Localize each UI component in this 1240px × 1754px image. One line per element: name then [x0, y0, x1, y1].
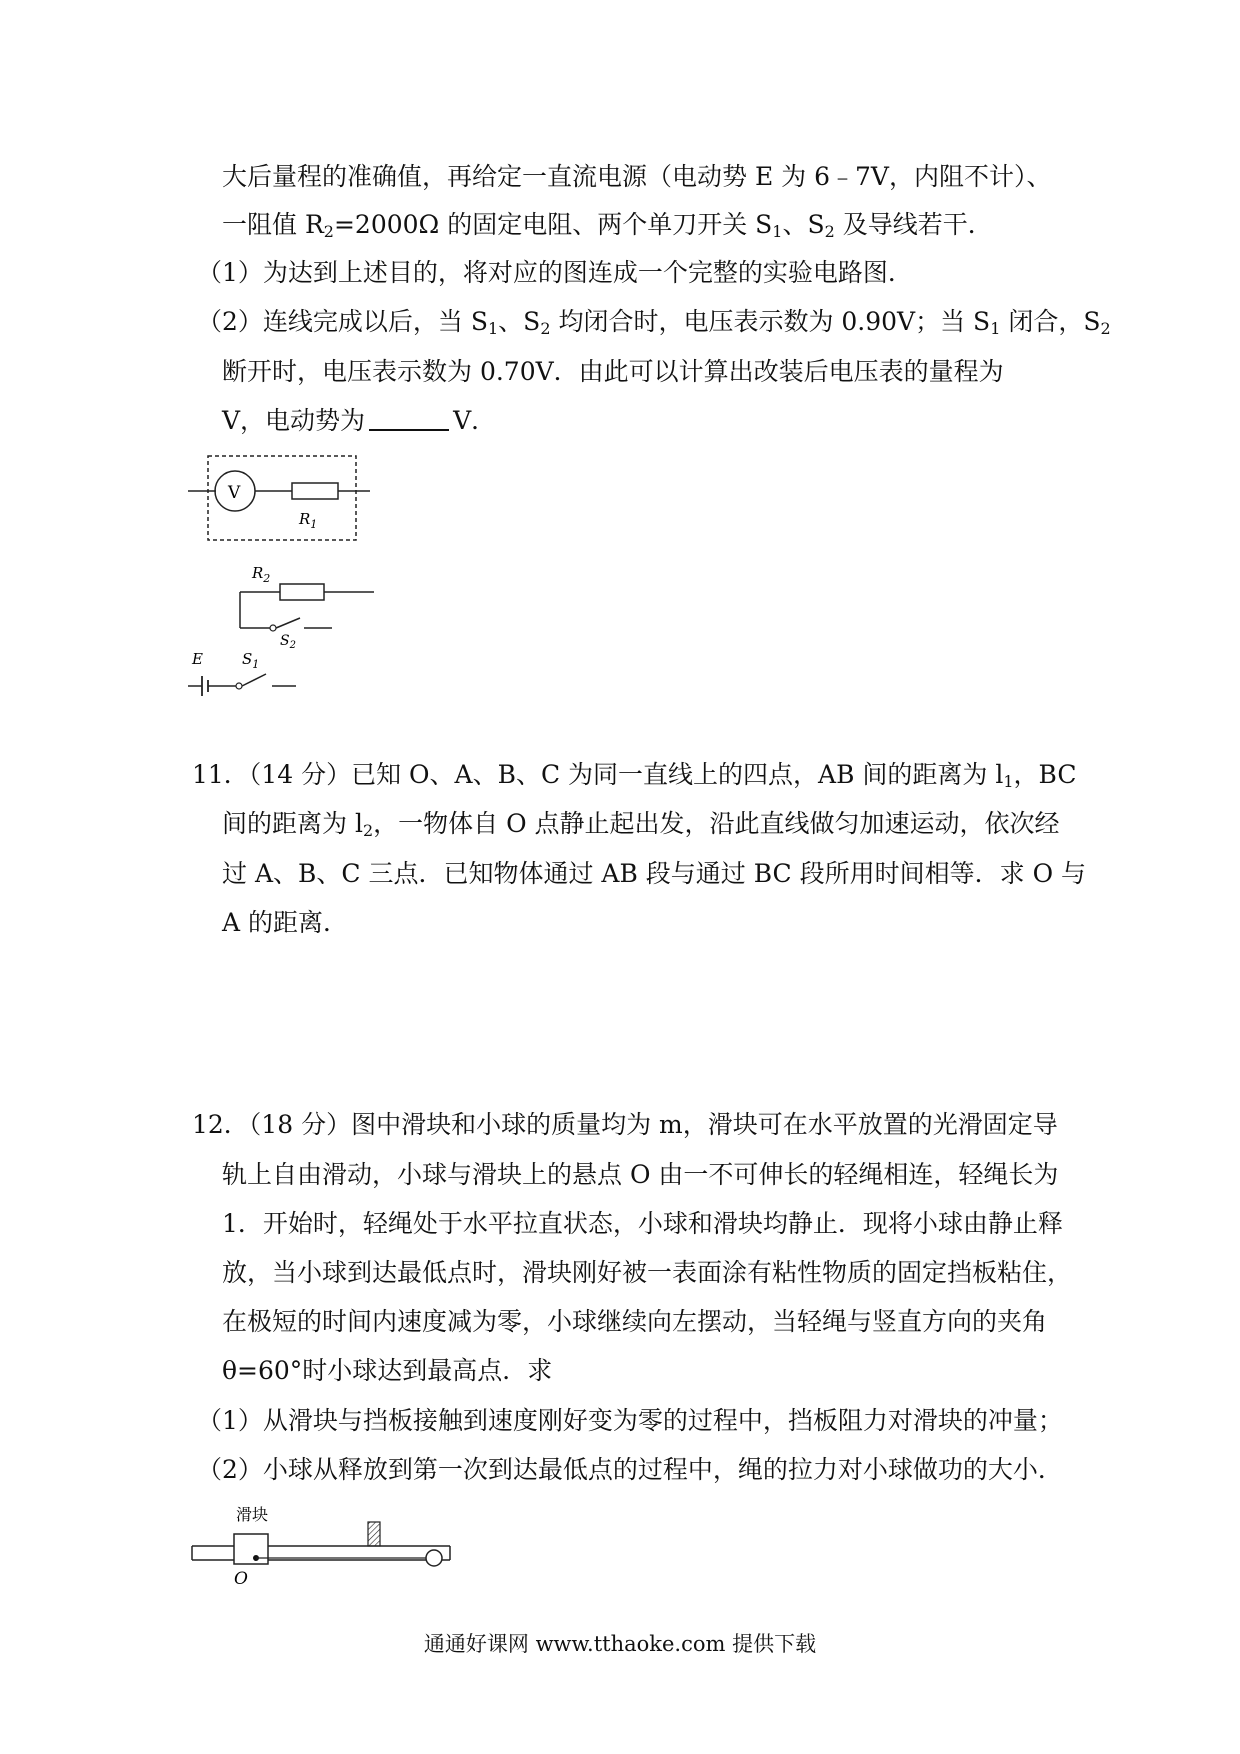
- switch-s1: [242, 674, 266, 686]
- voltmeter-label: V: [228, 483, 241, 503]
- q10-part-2-line-2: 断开时，电压表示数为 0.70V．由此可以计算出改装后电压表的量程为: [222, 357, 1004, 386]
- slider-diagram: [188, 1500, 468, 1590]
- r2-label: $R_2$: [252, 564, 271, 585]
- resistor-r2: [280, 584, 324, 600]
- q12-line-2: 轨上自由滑动，小球与滑块上的悬点 O 由一不可伸长的轻绳相连，轻绳长为: [222, 1160, 1059, 1189]
- q12-part-1: （1）从滑块与挡板接触到速度刚好变为零的过程中，挡板阻力对滑块的冲量；: [197, 1406, 1063, 1435]
- pivot-label: O: [234, 1569, 248, 1589]
- s2-label: $S_2$: [280, 633, 296, 651]
- q10-part-2-line-3: V，电动势为 V．: [222, 406, 497, 435]
- q12-line-3: 1．开始时，轻绳处于水平拉直状态，小球和滑块均静止．现将小球由静止释: [222, 1209, 1063, 1238]
- q10-part-1: （1）为达到上述目的，将对应的图连成一个完整的实验电路图．: [197, 258, 913, 287]
- answer-blank: [369, 407, 449, 431]
- q10-line-2: 一阻值 $R_2=2000\Omega$ 的固定电阻、两个单刀开关 $S_1$、$S_2$ 及导线若干．: [222, 210, 993, 241]
- page-footer: 通通好课网 www.tthaoke.com 提供下载: [423, 1632, 817, 1656]
- q11-line-3: 过 A、B、C 三点．已知物体通过 AB 段与通过 BC 段所用时间相等．求 O 与: [222, 859, 1087, 888]
- slider-label: 滑块: [236, 1505, 269, 1524]
- switch-s2: [276, 618, 300, 628]
- q10-line-1: 大后量程的准确值，再给定一直流电源（电动势 E 为 6﹣7V，内阻不计）、: [222, 162, 1052, 191]
- q12-part-2: （2）小球从释放到第一次到达最低点的过程中，绳的拉力对小球做功的大小．: [197, 1455, 1063, 1484]
- q12-line-4: 放，当小球到达最低点时，滑块刚好被一表面涂有粘性物质的固定挡板粘住，: [222, 1258, 1073, 1287]
- emf-label: E: [192, 650, 203, 668]
- q10-part-2-line-1: （2）连线完成以后，当 $S_1$、$S_2$ 均闭合时，电压表示数为 0.90V；当 $S_1$ 闭合，$S_2$: [197, 307, 1111, 338]
- q11-line-4: A 的距离．: [222, 908, 349, 937]
- fixed-baffle: [368, 1522, 380, 1546]
- s1-label: $S_1$: [242, 650, 260, 671]
- r1-label: $R_1$: [299, 510, 318, 531]
- q12-line-6: θ=60°时小球达到最高点．求: [222, 1356, 553, 1385]
- q11-line-1: 11．（14 分）已知 O、A、B、C 为同一直线上的四点，AB 间的距离为 $l_1$，BC: [192, 760, 1077, 791]
- circuit-diagram: [188, 448, 448, 708]
- q12-line-1: 12．（18 分）图中滑块和小球的质量均为 m，滑块可在水平放置的光滑固定导: [192, 1110, 1058, 1139]
- q11-line-2: 间的距离为 $l_2$，一物体自 O 点静止起出发，沿此直线做匀加速运动，依次经: [222, 809, 1060, 840]
- resistor-r1: [292, 483, 338, 499]
- small-ball: [426, 1550, 442, 1566]
- q12-line-5: 在极短的时间内速度减为零，小球继续向左摆动，当轻绳与竖直方向的夹角: [222, 1307, 1048, 1336]
- slider-block: [234, 1534, 268, 1564]
